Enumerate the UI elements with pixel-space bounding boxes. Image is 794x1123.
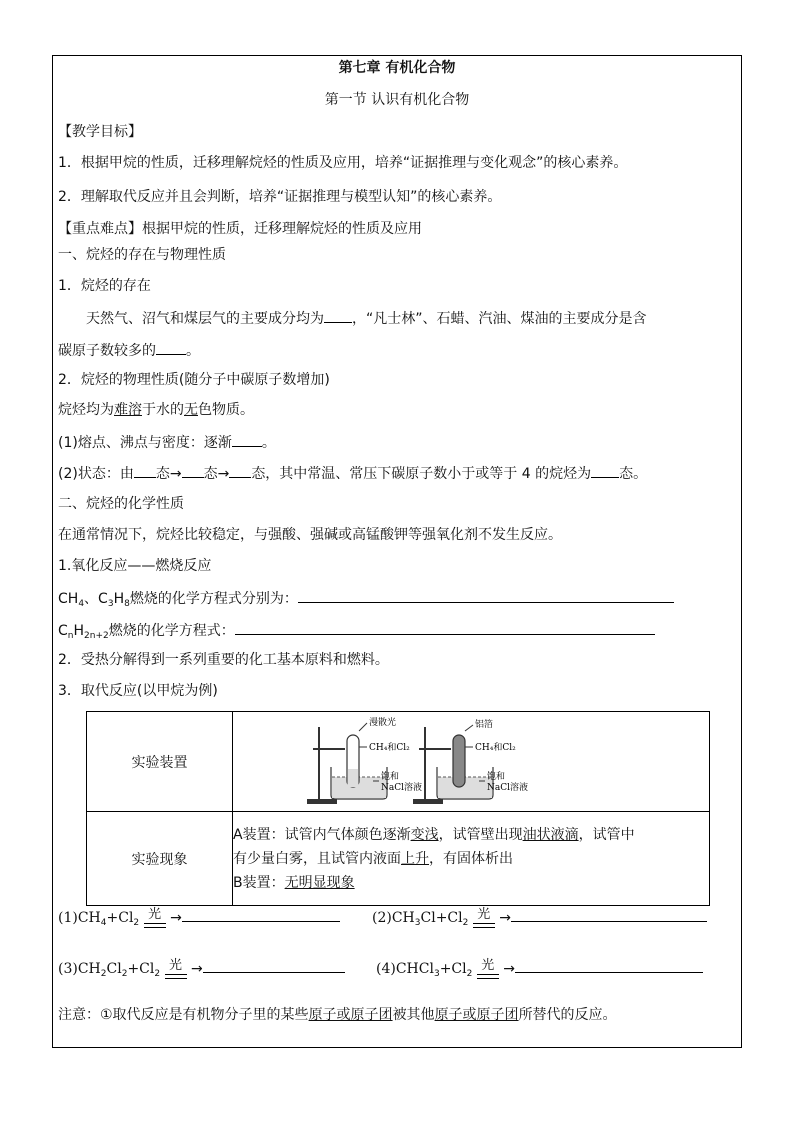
apparatus-figure-cell [233,712,710,812]
condition-light: 光 [148,907,162,922]
p1-text-line2 [58,340,200,361]
goal-2: 2．理解取代反应并且会判断，培养“证据推理与模型认知”的核心素养。 [58,189,502,205]
formula-sub: 4 [78,599,85,609]
formula-sub: 3 [107,599,114,609]
blank [232,432,262,447]
p1-desc-c: 于水的 [142,402,184,418]
note-answer: 原子或原子团 [434,1007,519,1023]
arrow-icon: → [499,910,511,926]
section-title: 第一节 认识有机化合物 [324,92,470,108]
formula-sub: 4 [100,918,107,928]
p2-cn-line [58,620,655,646]
condition-bar [165,978,187,979]
formula-sub: 2n+2 [84,631,109,641]
p1-desc-a: 烷烃均为 [58,402,114,418]
answer-blank [515,958,703,973]
note-text: 注意：①取代反应是有机物分子里的某些 [58,1007,309,1023]
formula-part: H [113,591,125,607]
formula-sub: 3 [414,918,421,928]
condition-bar [477,978,499,979]
note-text: 所替代的反应。 [518,1007,617,1023]
formula-sub: 2 [466,969,473,979]
p1-text-b: ，“凡士林”、石蜡、汽油、煤油的主要成分是含 [352,311,647,327]
note-answer: 原子或原子团 [308,1007,393,1023]
arrow-icon: → [191,961,203,977]
p1-text-c: 碳原子数较多的 [58,343,156,359]
part1-heading: 一、烷烃的存在与物理性质 [58,247,226,263]
condition-bar [144,927,166,928]
formula-part: H [73,623,85,639]
equation-1 [58,907,340,928]
phenomena-cell [233,812,710,906]
answer-blank [298,588,674,603]
equation-2 [372,907,707,928]
formula-part: 燃烧的化学方程式分别为： [129,591,298,607]
formula-part: (3)CH [58,961,101,977]
obs-text: ，有固体析出 [429,850,513,867]
formula-part: +Cl [106,910,134,926]
label-solution-b1: 饱和 [487,771,506,782]
obs-answer: 无明显现象 [284,874,355,891]
formula-sub: n [67,631,74,641]
obs-text: 有少量白雾，且试管内液面 [233,850,401,867]
formula-sub: 2 [462,918,469,928]
obs-text: A装置：试管内气体颜色逐渐 [233,826,411,843]
answer-blank [235,620,655,635]
condition-bar [473,927,495,928]
formula-part: +Cl [127,961,155,977]
p1-existence: 1．烷烃的存在 [58,278,151,294]
obs-answer: 变浅 [410,826,439,843]
p2-decomposition: 2．受热分解得到一系列重要的化工基本原料和燃料。 [58,652,389,668]
arrow-icon: → [503,961,515,977]
blank [182,463,204,478]
obs-text: ，试管壁出现 [438,826,523,843]
p1-text-a: 天然气、沼气和煤层气的主要成分均为 [86,311,324,327]
p1-state-e: 态。 [619,466,648,482]
p1-desc-e: 色物质。 [198,402,254,418]
reaction-condition [144,908,166,928]
condition-light: 光 [481,958,495,973]
answer-blank [182,907,340,922]
obs-line-2 [233,847,709,871]
blank [156,340,186,355]
label-diffuse-light: 漫散光 [369,717,397,728]
p1-state-d: 态，其中常温、常压下碳原子数小于或等于 4 的烷烃为 [251,466,592,482]
blank [134,463,156,478]
p1-state-c: 态→ [203,466,230,482]
label-gas-b: CH₄和Cl₂ [475,742,516,753]
reaction-condition [477,959,499,979]
part2-heading: 二、烷烃的化学性质 [58,496,184,512]
p2-ch4-line [58,588,674,614]
answer-insoluble: 难溶 [114,402,142,418]
p1-physical: 2．烷烃的物理性质(随分子中碳原子数增加) [58,372,330,388]
formula-part: CH [58,591,79,607]
obs-answer: 油状液滴 [522,826,579,843]
formula-sub: 2 [100,969,107,979]
formula-part: 、C [84,591,108,607]
formula-part: 燃烧的化学方程式： [108,623,235,639]
formula-part: Cl+Cl [420,910,463,926]
formula-sub: 2 [121,969,128,979]
p2-oxidation: 1.氧化反应——燃烧反应 [58,558,212,574]
goals-heading: 【教学目标】 [58,124,142,140]
condition-bar [473,923,495,924]
obs-text: ，试管中 [578,826,635,843]
row-label-apparatus: 实验装置 [87,712,233,812]
blank [591,463,619,478]
note-line [58,1005,617,1025]
apparatus-figure [233,713,709,811]
p2-substitution: 3．取代反应(以甲烷为例) [58,683,218,699]
p2-intro: 在通常情况下，烷烃比较稳定，与强酸、强碱或高锰酸钾等强氧化剂不发生反应。 [58,527,562,543]
p1-melt-b: 。 [261,435,276,451]
formula-sub: 2 [154,969,161,979]
condition-bar [165,974,187,975]
condition-bar [477,974,499,975]
answer-blank [511,907,707,922]
formula-part: Cl [106,961,122,977]
reaction-condition [165,959,187,979]
formula-part: +Cl [439,961,467,977]
obs-line-1 [233,823,709,847]
p1-text-d: 。 [186,343,200,359]
condition-bar [144,923,166,924]
p1-state-a: (2)状态：由 [58,466,134,482]
formula-sub: 2 [133,918,140,928]
formula-part: (2)CH [372,910,415,926]
row-label-phenomena: 实验现象 [87,812,233,906]
condition-light: 光 [477,907,491,922]
obs-text: B装置： [233,874,285,891]
blank [229,463,251,478]
label-solution-a1: 饱和 [381,771,400,782]
experiment-table [86,711,710,906]
label-aluminum-foil: 铝箔 [475,719,494,730]
formula-sub: 8 [124,599,130,609]
formula-part: C [58,623,68,639]
note-text: 被其他 [392,1007,435,1023]
label-solution-b2: NaCl溶液 [487,782,529,793]
formula-sub: 3 [433,969,440,979]
answer-blank [203,958,345,973]
p1-text-line1 [86,308,647,329]
answer-colorless: 无 [184,402,198,418]
key-points: 【重点难点】根据甲烷的性质，迁移理解烷烃的性质及应用 [58,221,422,237]
label-solution-a2: NaCl溶液 [381,782,423,793]
formula-part: (4)CHCl [376,961,434,977]
apparatus-b [413,718,528,804]
apparatus-a [307,716,422,804]
condition-light: 光 [169,958,183,973]
p1-state [58,463,647,484]
chapter-title: 第七章 有机化合物 [338,60,456,76]
obs-line-3 [233,871,709,895]
p1-desc [58,400,254,420]
obs-answer: 上升 [401,850,429,867]
blank [324,308,352,323]
equation-4 [376,958,703,979]
label-gas-a: CH₄和Cl₂ [369,742,410,753]
p1-melting [58,432,276,453]
goal-1: 1．根据甲烷的性质，迁移理解烷烃的性质及应用，培养“证据推理与变化观念”的核心素养。 [58,155,628,171]
reaction-condition [473,908,495,928]
p1-melt-a: (1)熔点、沸点与密度：逐渐 [58,435,232,451]
p1-state-b: 态→ [155,466,182,482]
equation-3 [58,958,345,979]
formula-part: (1)CH [58,910,101,926]
arrow-icon: → [170,910,182,926]
